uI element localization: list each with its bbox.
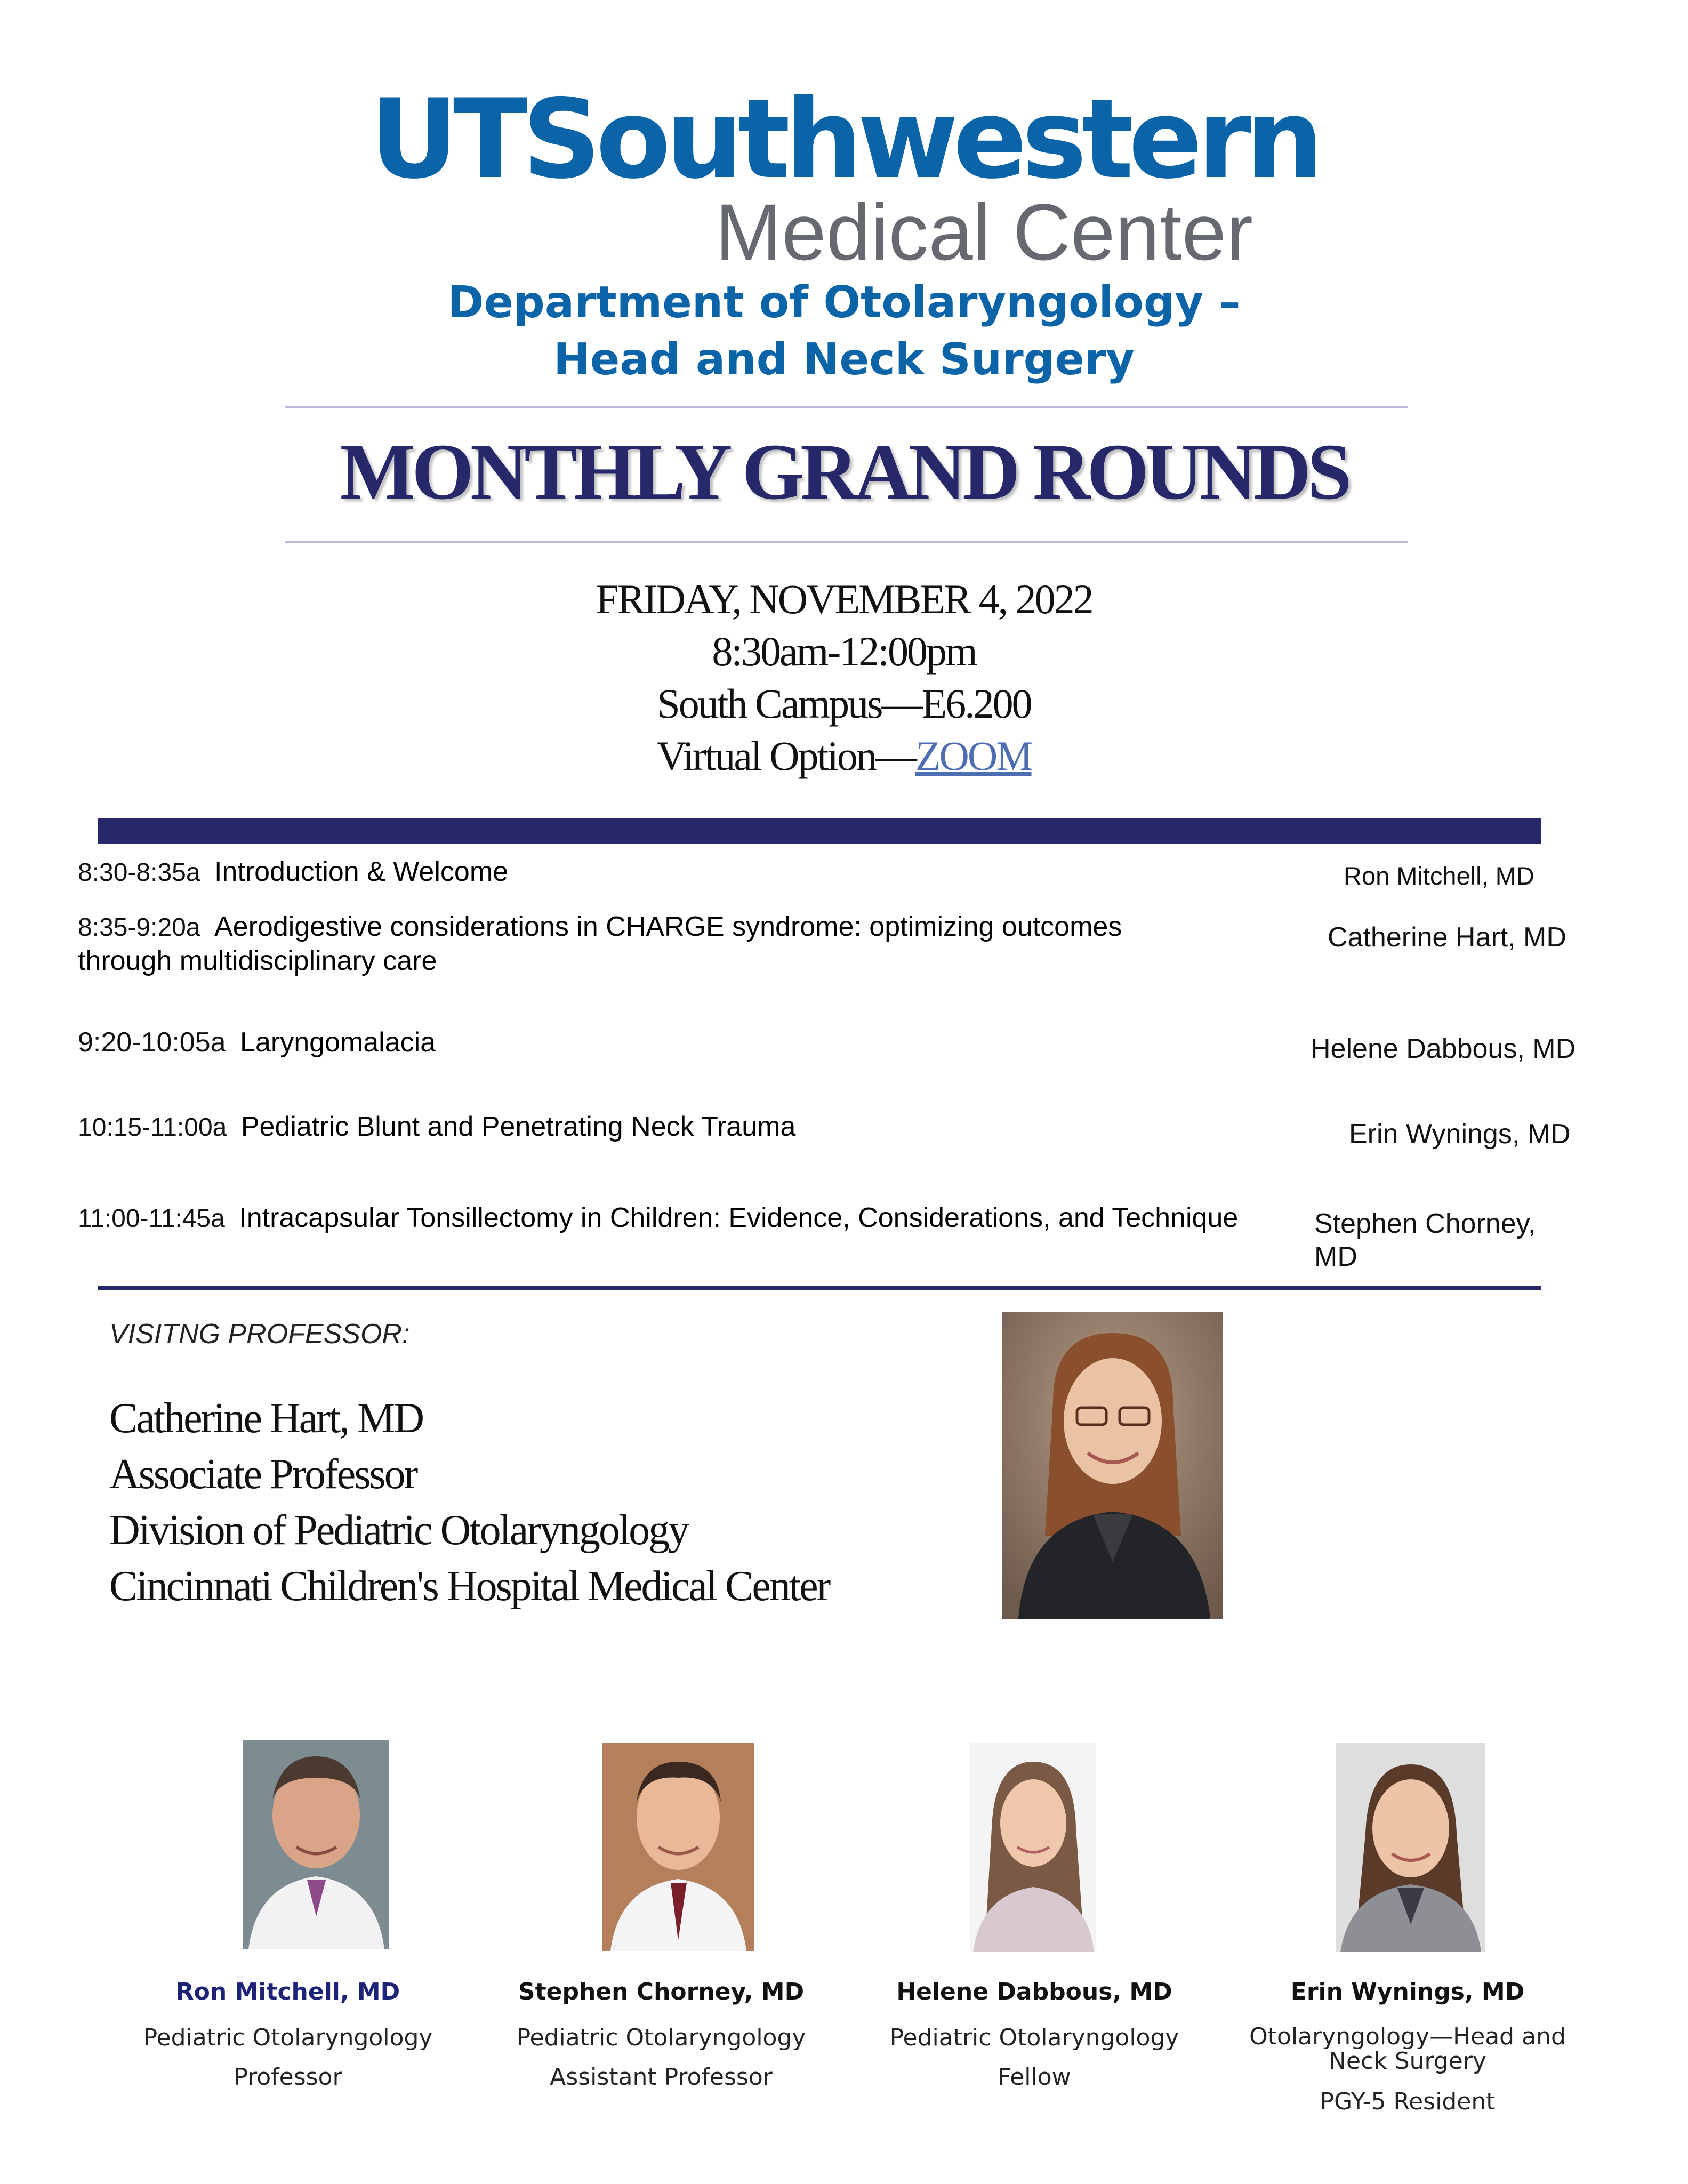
schedule-row (78, 1202, 1238, 1234)
visiting-professor-institution: Cincinnati Children's Hospital Medical Center (109, 1563, 830, 1610)
schedule-time: 8:35-9:20a (78, 913, 200, 942)
event-virtual (0, 735, 1688, 777)
faculty-role: Pediatric Otolaryngology (143, 2024, 433, 2051)
faculty-title: Professor (234, 2063, 342, 2091)
schedule-topic-continued: through multidisciplinary care (78, 945, 437, 976)
schedule-topic: Pediatric Blunt and Penetrating Neck Trauma (240, 1111, 796, 1142)
faculty-role: Pediatric Otolaryngology (889, 2024, 1179, 2051)
schedule-topic: Introduction & Welcome (214, 856, 509, 887)
faculty-role-continued: Neck Surgery (1329, 2048, 1486, 2075)
schedule-speaker: Helene Dabbous, MD (1311, 1033, 1576, 1064)
event-time: 8:30am-12:00pm (712, 628, 976, 675)
schedule-speaker: Catherine Hart, MD (1328, 922, 1566, 953)
divider-top (285, 406, 1408, 408)
schedule-time: 10:15-11:00a (78, 1113, 227, 1142)
schedule-topic: Laryngomalacia (240, 1027, 436, 1058)
schedule-speaker: Ron Mitchell, MD (1344, 862, 1534, 890)
visiting-professor-title: Associate Professor (109, 1451, 417, 1498)
faculty-photo-helene-dabbous (970, 1743, 1096, 1952)
faculty-photo-erin-wynings (1336, 1743, 1485, 1952)
faculty-role: Pediatric Otolaryngology (516, 2024, 806, 2051)
faculty-name: Helene Dabbous, MD (896, 1978, 1172, 2005)
event-location: South Campus—E6.200 (657, 680, 1031, 727)
zoom-link[interactable]: ZOOM (915, 733, 1032, 779)
schedule-bottom-rule (98, 1286, 1541, 1290)
schedule-time: 11:00-11:45a (78, 1205, 225, 1233)
virtual-prefix: Virtual Option— (656, 733, 915, 779)
department-line-2: Head and Neck Surgery (553, 334, 1135, 385)
schedule-speaker: Stephen Chorney, (1314, 1208, 1536, 1239)
faculty-name: Stephen Chorney, MD (518, 1978, 805, 2005)
schedule-row (78, 1111, 795, 1143)
logo-medical-center: Medical Center (715, 187, 1253, 277)
schedule-top-bar (98, 818, 1541, 844)
schedule-topic: Intracapsular Tonsillectomy in Children: Evidence, Considerations, and Technique (239, 1202, 1239, 1233)
schedule-speaker-continued: MD (1314, 1241, 1357, 1272)
schedule-time: 8:30-8:35a (78, 858, 200, 887)
schedule-row (78, 911, 1122, 943)
faculty-role: Otolaryngology—Head and (1249, 2023, 1566, 2050)
page-title: MONTHLY GRAND ROUNDS (340, 428, 1348, 516)
logo-ut-southwestern: UTSouthwestern (369, 76, 1319, 203)
faculty-name: Erin Wynings, MD (1290, 1978, 1525, 2005)
schedule-time: 9:20-10:05a (78, 1027, 226, 1058)
visiting-professor-name: Catherine Hart, MD (109, 1395, 423, 1442)
schedule-row (78, 856, 508, 888)
faculty-title: Fellow (998, 2063, 1071, 2091)
visiting-professor-photo (1002, 1312, 1223, 1619)
schedule-topic: Aerodigestive considerations in CHARGE syndrome: optimizing outcomes (214, 911, 1122, 942)
visiting-professor-label: VISITNG PROFESSOR: (109, 1319, 410, 1350)
schedule-row (78, 1026, 436, 1058)
faculty-title: Assistant Professor (550, 2063, 773, 2091)
faculty-name: Ron Mitchell, MD (175, 1978, 400, 2005)
faculty-photo-stephen-chorney (602, 1743, 754, 1951)
visiting-professor-division: Division of Pediatric Otolaryngology (109, 1507, 688, 1554)
divider-bottom (285, 541, 1408, 543)
schedule-speaker: Erin Wynings, MD (1349, 1119, 1571, 1150)
event-date: FRIDAY, NOVEMBER 4, 2022 (596, 576, 1092, 622)
faculty-title: PGY-5 Resident (1320, 2088, 1496, 2115)
faculty-photo-ron-mitchell (243, 1740, 389, 1949)
department-line-1: Department of Otolaryngology – (447, 277, 1241, 328)
